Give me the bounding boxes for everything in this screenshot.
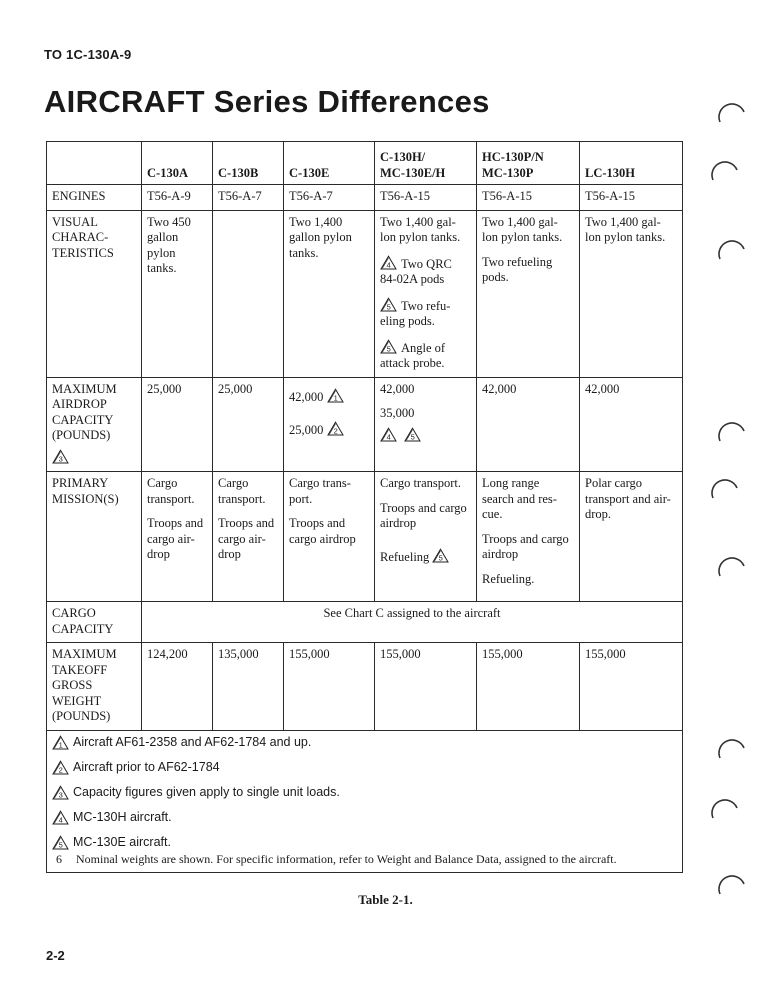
takeoff-c130a: 124,200 (142, 643, 213, 731)
svg-text:2: 2 (333, 426, 338, 436)
engines-lc130h: T56-A-15 (580, 185, 683, 211)
mission-c130b-l2: Troops and cargo air- drop (218, 516, 275, 561)
note-item (52, 810, 677, 825)
visual-c130h-line4: Angle of attack probe. (380, 340, 446, 370)
airdrop-lc130h: 42,000 (580, 377, 683, 472)
svg-text:3: 3 (58, 454, 63, 464)
row-label-engines: ENGINES (47, 185, 142, 211)
note-text: Capacity figures given apply to single unit loads. (73, 784, 340, 799)
takeoff-c130e: 155,000 (284, 643, 375, 731)
mission-c130h-l1: Cargo transport. (380, 476, 462, 490)
takeoff-hc130p: 155,000 (477, 643, 580, 731)
visual-c130h-line4-wrap (380, 339, 471, 372)
svg-text:5: 5 (410, 432, 415, 442)
binder-hole-icon (718, 421, 746, 449)
page-title: AIRCRAFT Series Differences (44, 84, 490, 119)
mission-c130e (284, 472, 375, 602)
mission-c130e-l2: Troops and cargo airdrop (289, 516, 356, 546)
binder-hole-icon (718, 239, 746, 267)
svg-text:5: 5 (439, 553, 444, 563)
engines-row (47, 185, 683, 211)
mission-c130h-l3-wrap (380, 548, 471, 566)
visual-c130e: Two 1,400 gallon pylon tanks. (284, 210, 375, 377)
note-text: MC-130H aircraft. (73, 809, 172, 824)
engines-c130b: T56-A-7 (213, 185, 284, 211)
binder-hole-icon (718, 102, 746, 130)
to-number-header: TO 1C-130A-9 (44, 47, 132, 62)
row-label-visual: VISUAL CHARAC- TERISTICS (47, 210, 142, 377)
mission-hc130p-l3: Refueling. (482, 571, 535, 586)
binder-hole-icon (718, 738, 746, 766)
binder-hole-icon (718, 874, 746, 902)
takeoff-c130h: 155,000 (375, 643, 477, 731)
note-text: Aircraft AF61-2358 and AF62-1784 and up. (73, 734, 312, 749)
binder-hole-icon (711, 798, 739, 826)
airdrop-c130h (375, 377, 477, 472)
svg-text:2: 2 (58, 765, 63, 775)
engines-c130e: T56-A-7 (284, 185, 375, 211)
note-text: Aircraft prior to AF62-1784 (73, 759, 220, 774)
binder-hole-icon (711, 160, 739, 188)
note-item (52, 735, 677, 750)
mission-hc130p (477, 472, 580, 602)
note-triangle-icon (380, 255, 397, 270)
cargo-capacity-value: See Chart C assigned to the aircraft (142, 602, 683, 643)
mission-c130b (213, 472, 284, 602)
engines-c130h: T56-A-15 (375, 185, 477, 211)
visual-c130a: Two 450 gallon pylon tanks. (142, 210, 213, 377)
header-row (47, 142, 683, 185)
row-label-airdrop (47, 377, 142, 472)
svg-text:1: 1 (333, 393, 338, 403)
note-triangle-icon (52, 735, 69, 750)
svg-text:4: 4 (386, 432, 391, 442)
note-triangle-icon (327, 388, 344, 403)
page-number: 2-2 (46, 948, 65, 963)
mission-c130h-l3: Refueling (380, 549, 430, 564)
series-differences-table-wrap (46, 141, 682, 873)
airdrop-c130a: 25,000 (142, 377, 213, 472)
mission-c130h-l2: Troops and cargo airdrop (380, 500, 467, 530)
note-triangle-icon (380, 339, 397, 354)
series-differences-table (46, 141, 683, 873)
note-triangle-icon (327, 421, 344, 436)
note-item (52, 785, 677, 800)
note-triangle-icon (52, 449, 69, 464)
note-triangle-icon (432, 548, 449, 563)
airdrop-row (47, 377, 683, 472)
note-triangle-icon (52, 835, 69, 850)
note-triangle-icon (380, 427, 397, 442)
note-item (52, 835, 677, 850)
column-header-blank (47, 142, 142, 185)
svg-text:5: 5 (386, 344, 391, 354)
mission-c130h (375, 472, 477, 602)
airdrop-hc130p: 42,000 (477, 377, 580, 472)
engines-hc130p: T56-A-15 (477, 185, 580, 211)
notes-row (47, 730, 683, 872)
airdrop-c130b: 25,000 (213, 377, 284, 472)
engines-c130a: T56-A-9 (142, 185, 213, 211)
takeoff-c130b: 135,000 (213, 643, 284, 731)
mission-c130e-l1: Cargo trans- port. (289, 476, 351, 506)
table-caption: Table 2-1. (358, 892, 413, 907)
note-item (52, 760, 677, 775)
visual-c130b (213, 210, 284, 377)
airdrop-c130h-v2: 35,000 (380, 406, 415, 420)
airdrop-c130h-markers (380, 427, 471, 445)
note-triangle-icon (52, 760, 69, 775)
binder-hole-icon (718, 556, 746, 584)
airdrop-c130e-v1-wrap (289, 388, 369, 406)
visual-hc130p-line2: Two refueling pods. (482, 254, 553, 284)
mission-lc130h: Polar cargo transport and air- drop. (580, 472, 683, 602)
airdrop-label-marker (52, 449, 136, 467)
visual-c130h-line2-wrap (380, 255, 471, 288)
binder-hole-icon (711, 478, 739, 506)
visual-row (47, 210, 683, 377)
note-triangle-icon (52, 810, 69, 825)
mission-c130b-l1: Cargo transport. (218, 476, 266, 506)
note-text: MC-130E aircraft. (73, 834, 171, 849)
visual-c130h-line3: Two refu- eling pods. (380, 298, 451, 328)
mission-hc130p-l2: Troops and cargo airdrop (482, 531, 569, 561)
visual-hc130p (477, 210, 580, 377)
visual-c130h-line1: Two 1,400 gal- lon pylon tanks. (380, 214, 461, 244)
mission-c130a (142, 472, 213, 602)
note-triangle-icon (52, 785, 69, 800)
visual-c130h (375, 210, 477, 377)
mission-c130a-l2: Troops and cargo air- drop (147, 516, 204, 561)
row-label-airdrop-text: MAXIMUM AIRDROP CAPACITY (POUNDS) (52, 381, 117, 442)
svg-text:1: 1 (58, 740, 63, 750)
takeoff-row (47, 643, 683, 731)
note-triangle-icon (380, 297, 397, 312)
visual-lc130h: Two 1,400 gal- lon pylon tanks. (580, 210, 683, 377)
row-label-mission: PRIMARY MISSION(S) (47, 472, 142, 602)
mission-row (47, 472, 683, 602)
airdrop-c130h-v1: 42,000 (380, 381, 415, 396)
row-label-takeoff: MAXIMUM TAKEOFF GROSS WEIGHT (POUNDS) (47, 643, 142, 731)
note-number: 6 (56, 851, 62, 866)
airdrop-c130e-v1: 42,000 (289, 389, 324, 404)
svg-text:4: 4 (386, 260, 391, 270)
visual-c130h-line2: Two QRC 84-02A pods (380, 256, 452, 286)
airdrop-c130e-v2-wrap (289, 421, 369, 439)
note-item (52, 852, 677, 867)
column-header-c130b: C-130B (213, 142, 284, 185)
column-header-c130e: C-130E (284, 142, 375, 185)
notes-cell (47, 730, 683, 872)
airdrop-c130e (284, 377, 375, 472)
mission-hc130p-l1: Long range search and res- cue. (482, 476, 557, 521)
cargo-row (47, 602, 683, 643)
mission-c130a-l1: Cargo transport. (147, 476, 195, 506)
row-label-cargo: CARGO CAPACITY (47, 602, 142, 643)
note-triangle-icon (404, 427, 421, 442)
svg-text:5: 5 (386, 302, 391, 312)
column-header-hc130p: HC-130P/N MC-130P (477, 142, 580, 185)
note-text: Nominal weights are shown. For specific information, refer to Weight and Balance Data, assigned to the aircraft. (76, 851, 617, 866)
column-header-c130a: C-130A (142, 142, 213, 185)
visual-hc130p-line1: Two 1,400 gal- lon pylon tanks. (482, 214, 563, 244)
visual-c130h-line3-wrap (380, 297, 471, 330)
column-header-lc130h: LC-130H (580, 142, 683, 185)
airdrop-c130e-v2: 25,000 (289, 423, 324, 437)
column-header-c130h: C-130H/ MC-130E/H (375, 142, 477, 185)
svg-text:4: 4 (58, 815, 63, 825)
svg-text:5: 5 (58, 840, 63, 850)
takeoff-lc130h: 155,000 (580, 643, 683, 731)
svg-text:3: 3 (58, 790, 63, 800)
